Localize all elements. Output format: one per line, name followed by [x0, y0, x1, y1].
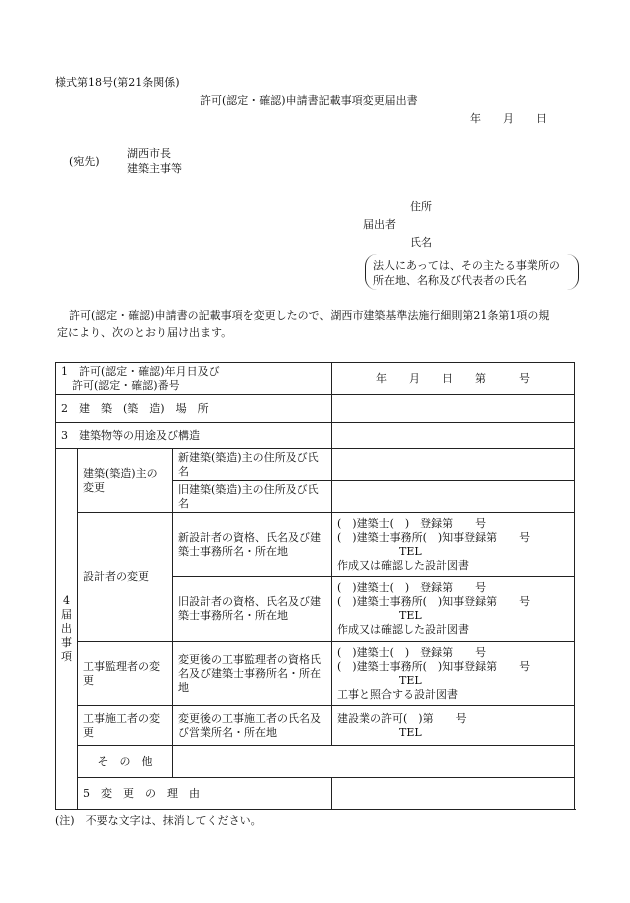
row-supervisor	[56, 642, 575, 706]
owner-new-value	[332, 449, 575, 481]
other-label: そ の 他	[78, 746, 173, 778]
row-contractor	[56, 706, 575, 746]
row-permit-number	[56, 363, 575, 395]
designer-new-value: ( )建築士( ) 登録第 号 ( )建築士事務所( )知事登録第 号 TEL 作成又は確認した設計図書	[332, 513, 575, 577]
supervisor-new-label: 変更後の工事監理者の資格氏名及び建築士事務所名・所在地	[173, 642, 332, 706]
date-field: 年 月 日	[470, 112, 547, 125]
corporate-note-line-2: 所在地、名称及び代表者の氏名	[373, 274, 527, 287]
row-use-structure	[56, 423, 575, 449]
row-designer-new	[56, 513, 575, 577]
site-value	[332, 395, 575, 423]
reason-label: 5 変 更 の 理 由	[78, 778, 332, 810]
corporate-note-line-1: 法人にあっては、その主たる事業所の	[373, 259, 560, 272]
contractor-new-value: 建設業の許可( )第 号 TEL	[332, 706, 575, 746]
owner-new-label: 新建築(築造)主の住所及び氏名	[173, 449, 332, 481]
row-owner-new	[56, 449, 575, 481]
row-other	[56, 746, 575, 778]
contractor-new-label: 変更後の工事施工者の氏名及び営業所名・所在地	[173, 706, 332, 746]
corporate-note	[373, 258, 560, 288]
owner-change-label: 建築(築造)主の変更	[78, 449, 173, 513]
notification-table	[55, 362, 575, 810]
form-number: 様式第18号(第21条関係)	[55, 76, 180, 89]
notifier-label: 届出者	[363, 218, 396, 231]
permit-number-label: 1 許可(認定・確認)年月日及び 許可(認定・確認)番号	[56, 363, 332, 395]
designer-change-label: 設計者の変更	[78, 513, 173, 642]
addressee-building-official: 建築主事等	[127, 162, 182, 175]
name-label: 氏名	[410, 236, 432, 249]
document-title: 許可(認定・確認)申請書記載事項変更届出書	[200, 94, 418, 107]
designer-new-label: 新設計者の資格、氏名及び建築士事務所名・所在地	[173, 513, 332, 577]
reason-value	[332, 778, 575, 810]
designer-old-value: ( )建築士( ) 登録第 号 ( )建築士事務所( )知事登録第 号 TEL 作成又は確認した設計図書	[332, 577, 575, 642]
addressee-mayor: 湖西市長	[127, 147, 171, 160]
contractor-change-label: 工事施工者の変更	[78, 706, 173, 746]
use-structure-value	[332, 423, 575, 449]
supervisor-change-label: 工事監理者の変更	[78, 642, 173, 706]
use-structure-label: 3 建築物等の用途及び構造	[56, 423, 332, 449]
site-label: 2 建 築 (築 造) 場 所	[56, 395, 332, 423]
address-label: 住所	[410, 200, 432, 213]
intro-line-2: 定により、次のとおり届け出ます。	[57, 326, 233, 339]
owner-old-value	[332, 481, 575, 513]
section-4-label: 4 届 出 事 項	[56, 449, 78, 810]
intro-line-1: 許可(認定・確認)申請書の記載事項を変更したので、湖西市建築基準法施行細則第21条第1項の規	[69, 309, 550, 322]
other-value	[173, 746, 575, 778]
row-reason	[56, 778, 575, 810]
designer-old-label: 旧設計者の資格、氏名及び建築士事務所名・所在地	[173, 577, 332, 642]
owner-old-label: 旧建築(築造)主の住所及び氏名	[173, 481, 332, 513]
addressee-label: (宛先)	[69, 155, 100, 168]
permit-number-value: 年 月 日 第 号	[332, 363, 575, 395]
row-site	[56, 395, 575, 423]
supervisor-new-value: ( )建築士( ) 登録第 号 ( )建築士事務所( )知事登録第 号 TEL 工事と照合する設計図書	[332, 642, 575, 706]
footnote: (注) 不要な文字は、抹消してください。	[55, 814, 262, 827]
